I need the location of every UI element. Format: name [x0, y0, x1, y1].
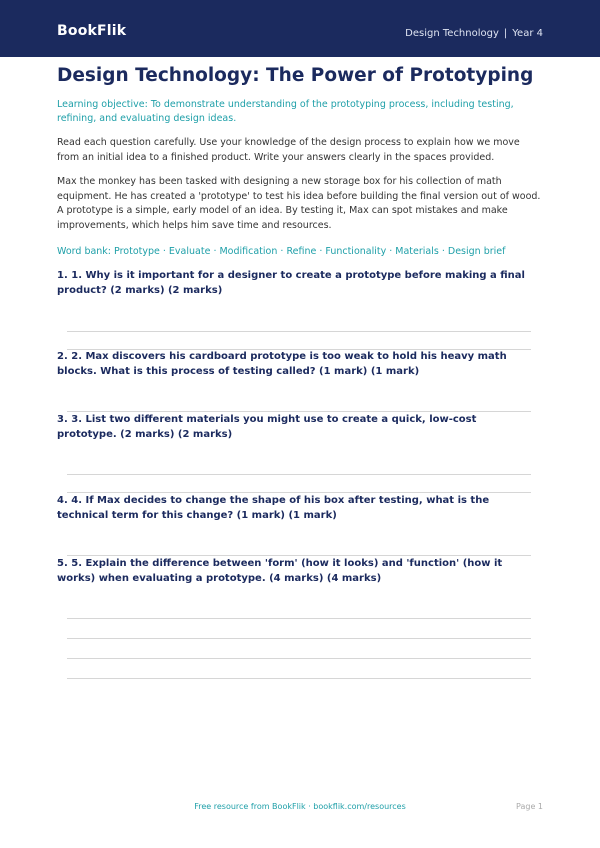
page-title: Design Technology: The Power of Prototyping [57, 65, 534, 86]
subject-label: Design Technology | Year 4 [405, 28, 543, 39]
subject-name: Design Technology [405, 28, 499, 39]
question-4: 4. 4. If Max decides to change the shape of his box after testing, what is the technical term for this change? (1 mark) (1 mark) [57, 495, 490, 521]
question-5: 5. 5. Explain the difference between 'form' (how it looks) and 'function' (how it works) when evaluating a prototype. (4 marks) (4 marks) [57, 558, 503, 584]
header-bar [0, 0, 600, 57]
answer-line-1[interactable] [67, 331, 531, 332]
answer-line-5d[interactable] [67, 678, 531, 679]
answer-line-5a[interactable] [67, 618, 531, 619]
answer-line-3[interactable] [67, 474, 531, 475]
question-3: 3. 3. List two different materials you might use to create a quick, low-cost prototype. (2 marks) (2 marks) [57, 414, 477, 440]
year-label: Year 4 [512, 28, 543, 39]
answer-line-5c[interactable] [67, 658, 531, 659]
intro-section [57, 64, 543, 259]
answer-line-5b[interactable] [67, 638, 531, 639]
page-number: Page 1 [516, 802, 543, 811]
question-1: 1. 1. Why is it important for a designer to create a prototype before making a final product? (2 marks) (2 marks) [57, 270, 525, 296]
word-bank: Word bank: Prototype · Evaluate · Modification · Refine · Functionality · Materials · Design brief [57, 246, 506, 257]
instructions-text: Read each question carefully. Use your knowledge of the design process to explain how we move from an initial idea to a finished product. Write your answers clearly in the spaces provided. [57, 137, 520, 163]
footer-source-link[interactable]: Free resource from BookFlik · bookflik.com/resources [194, 802, 406, 811]
scenario-text: Max the monkey has been tasked with designing a new storage box for his collection of math equipment. He has created a 'prototype' to test his idea before building the final version out of wood. A prototype is a simple, early model of an idea. By testing it, Max can spot mistakes and make improvements, which helps him save time and resources. [57, 176, 541, 231]
question-2: 2. 2. Max discovers his cardboard prototype is too weak to hold his heavy math blocks. What is this process of testing called? (1 mark) (1 mark) [57, 351, 507, 377]
learning-objective: Learning objective: To demonstrate understanding of the prototyping process, including testing, refining, and evaluating design ideas. [57, 99, 514, 124]
brand-logo[interactable]: BookFlik [57, 23, 127, 39]
